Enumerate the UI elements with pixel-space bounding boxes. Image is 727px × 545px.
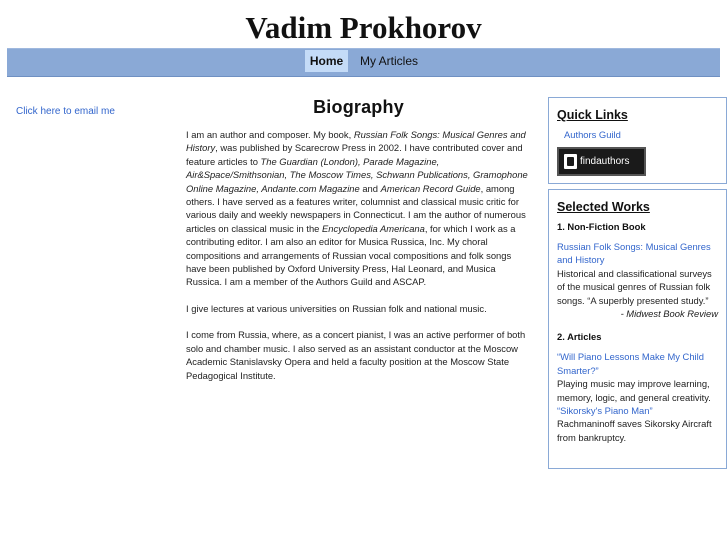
nav-my-articles[interactable]: My Articles [360, 54, 419, 68]
work-desc-sikorsky: Rachmaninoff saves Sikorsky Aircraft from bankruptcy. [557, 418, 712, 443]
work-attribution: - Midwest Book Review [620, 308, 718, 320]
section-title-books: 1. Non-Fiction Book [557, 221, 646, 232]
bio-paragraph-2: I give lectures at various universities on Russian folk and national music. [186, 302, 487, 314]
quick-links-box [548, 97, 727, 184]
site-title: Vadim Prokhorov [245, 10, 482, 45]
work-link-piano-lessons[interactable]: “Will Piano Lessons Make My Child Smarter?” [557, 351, 704, 376]
nav-home[interactable]: Home [305, 50, 348, 72]
bio-paragraph-3: I come from Russia, where, as a concert pianist, I was an active performer of both solo and chamber music. I also served as an assistant conductor at the Moscow Academic Stanislavsky Opera and held a faculty position at the Moscow State Pedagogical Institute. [186, 329, 526, 381]
work-link-sikorsky[interactable]: “Sikorsky's Piano Man” [557, 405, 653, 417]
email-link[interactable]: Click here to email me [16, 106, 115, 117]
selected-works-heading: Selected Works [557, 200, 650, 214]
work-link-folk-songs[interactable]: Russian Folk Songs: Musical Genres and History [557, 241, 711, 266]
nav-bar [7, 48, 720, 77]
left-sidebar [16, 101, 166, 119]
selected-works-box [548, 189, 727, 469]
work-desc-folk-songs: Historical and classificational surveys of the musical genres of Russian folk songs. “A superbly presented study.” [557, 267, 712, 306]
main-content [186, 97, 531, 395]
biography-text [186, 128, 531, 382]
book-icon [564, 154, 577, 169]
authors-guild-link[interactable]: Authors Guild [564, 129, 621, 140]
quick-links-heading: Quick Links [557, 108, 628, 122]
findauthors-label: findauthors [580, 156, 630, 167]
findauthors-button[interactable] [557, 147, 646, 176]
section-title-articles: 2. Articles [557, 331, 602, 343]
work-desc-piano-lessons: Playing music may improve learning, memory, logic, and general creativity. [557, 378, 711, 403]
page-title: Biography [313, 97, 404, 117]
bio-paragraph-1: I am an author and composer. My book, Russian Folk Songs: Musical Genres and History, was published by Scarecrow Press in 2002. I have contributed cover and feature articles to The Guardian (London), Parade Magazine, Air&Space/Smithsonian, The Moscow Times, Schwann Publications, Gramophone Online Magazine, Andante.com Magazine and American Record Guide, among others. I have served as a features writer, columnist and classical music critic for various daily and weekly newspapers in Connecticut. I am the author of numerous articles on classical music in the Encyclopedia Americana, for which I work as a contributing editor. I am also an editor for Musica Russica, Inc. My choral compositions and arrangements of Russian vocal compositions and folk songs have been published by Oxford University Press, Hal Leonard, and Musica Russica. I am a member of the Authors Guild and ASCAP. [186, 129, 528, 288]
